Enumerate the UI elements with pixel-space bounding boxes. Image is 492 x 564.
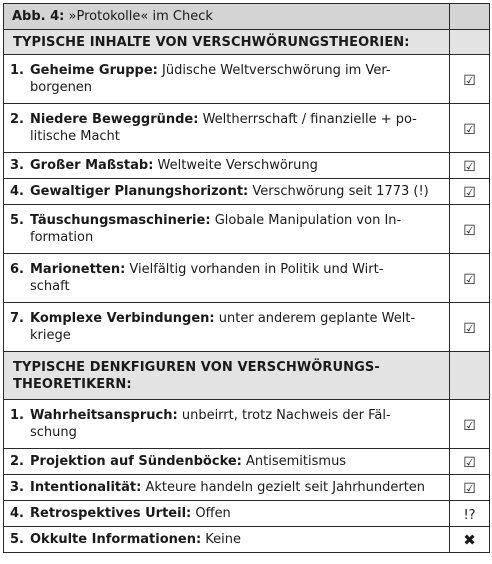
table-row xyxy=(4,104,490,153)
table-row xyxy=(4,400,490,449)
item-number: 5. xyxy=(10,213,24,228)
item-number: 2. xyxy=(10,112,24,127)
item-text: Keine xyxy=(205,532,242,547)
item-text: schaft xyxy=(30,279,70,294)
item-text: Jüdische Weltverschwörung im Ver- xyxy=(162,63,391,78)
caption-mark-cell xyxy=(450,4,490,30)
item-text: Offen xyxy=(195,506,231,521)
item-term: Geheime Gruppe: xyxy=(30,63,158,78)
item-text: borgenen xyxy=(30,80,93,95)
table-row xyxy=(4,179,490,205)
section-heading xyxy=(4,30,450,55)
checked-box-icon: ☑ xyxy=(463,320,476,337)
table-row xyxy=(4,527,490,553)
item-term: Gewaltiger Planungshorizont: xyxy=(30,184,249,199)
item-text: Verschwörung seit 1773 (!) xyxy=(252,184,429,199)
item-term: Okkulte Informationen: xyxy=(30,532,202,547)
item-text: litische Macht xyxy=(30,129,120,144)
item-number: 4. xyxy=(10,184,24,199)
table-row xyxy=(4,501,490,527)
table-row xyxy=(4,303,490,352)
table-row xyxy=(4,254,490,303)
item-text: Akteure handeln gezielt seit Jahrhunderten xyxy=(145,480,426,495)
item-text: schung xyxy=(30,425,77,440)
item-number: 6. xyxy=(10,262,24,277)
item-text: formation xyxy=(30,230,94,245)
figure-label: Abb. 4: xyxy=(12,9,65,24)
item-text: unter anderem geplante Welt- xyxy=(218,311,416,326)
item-term: Retrospektives Urteil: xyxy=(30,506,192,521)
table-row xyxy=(4,475,490,501)
item-text: Vielfältig vorhanden in Politik und Wirt- xyxy=(129,262,384,277)
checklist-table xyxy=(3,3,490,553)
table-row xyxy=(4,153,490,179)
item-text: Weltherrschaft / finanzielle + po- xyxy=(202,112,417,127)
table-row xyxy=(4,55,490,104)
section-heading-row xyxy=(4,30,490,55)
table-row xyxy=(4,205,490,254)
item-term: Großer Maßstab: xyxy=(30,158,154,173)
item-term: Intentionalität: xyxy=(30,480,142,495)
section-heading xyxy=(4,352,450,400)
item-term: Marionetten: xyxy=(30,262,126,277)
section-mark-cell xyxy=(450,352,490,400)
table-row xyxy=(4,449,490,475)
item-number: 3. xyxy=(10,158,24,173)
item-number: 2. xyxy=(10,454,24,469)
checked-box-icon: ☑ xyxy=(463,72,476,89)
item-term: Komplexe Verbindungen: xyxy=(30,311,215,326)
interrobang-icon: !? xyxy=(463,508,476,523)
section-heading-line: TYPISCHE DENKFIGUREN VON VERSCHWÖRUNGS- xyxy=(13,359,380,375)
item-text: kriege xyxy=(30,328,71,343)
section-heading-line: THEORETIKERN: xyxy=(13,376,132,392)
item-number: 3. xyxy=(10,480,24,495)
checked-box-icon: ☑ xyxy=(463,417,476,434)
figure-caption-row xyxy=(4,4,490,30)
checked-box-icon: ☑ xyxy=(463,159,476,175)
cross-mark-icon: ✖ xyxy=(463,531,476,549)
section-mark-cell xyxy=(450,30,490,55)
checked-box-icon: ☑ xyxy=(463,185,476,201)
figure-caption xyxy=(4,4,450,30)
item-number: 7. xyxy=(10,311,24,326)
checked-box-icon: ☑ xyxy=(463,455,476,471)
checked-box-icon: ☑ xyxy=(463,222,476,239)
item-number: 5. xyxy=(10,532,24,547)
section-heading-line: TYPISCHE INHALTE VON VERSCHWÖRUNGSTHEORIEN: xyxy=(13,34,410,50)
item-term: Wahrheitsanspruch: xyxy=(30,408,178,423)
item-text: Globale Manipulation von In- xyxy=(214,213,402,228)
checked-box-icon: ☑ xyxy=(463,121,476,138)
item-number: 1. xyxy=(10,408,24,423)
checked-box-icon: ☑ xyxy=(463,271,476,288)
item-number: 1. xyxy=(10,63,24,78)
item-term: Projektion auf Sündenböcke: xyxy=(30,454,242,469)
protokolle-check-figure xyxy=(3,3,489,561)
checked-box-icon: ☑ xyxy=(463,481,476,497)
item-number: 4. xyxy=(10,506,24,521)
item-text: unbeirrt, trotz Nachweis der Fäl- xyxy=(181,408,391,423)
item-text: Antisemitismus xyxy=(246,454,347,469)
item-term: Täuschungsmaschinerie: xyxy=(30,213,211,228)
section-heading-row xyxy=(4,352,490,400)
item-text: Weltweite Verschwörung xyxy=(157,158,318,173)
item-term: Niedere Beweggründe: xyxy=(30,112,199,127)
figure-title: »Protokolle« im Check xyxy=(68,9,213,24)
